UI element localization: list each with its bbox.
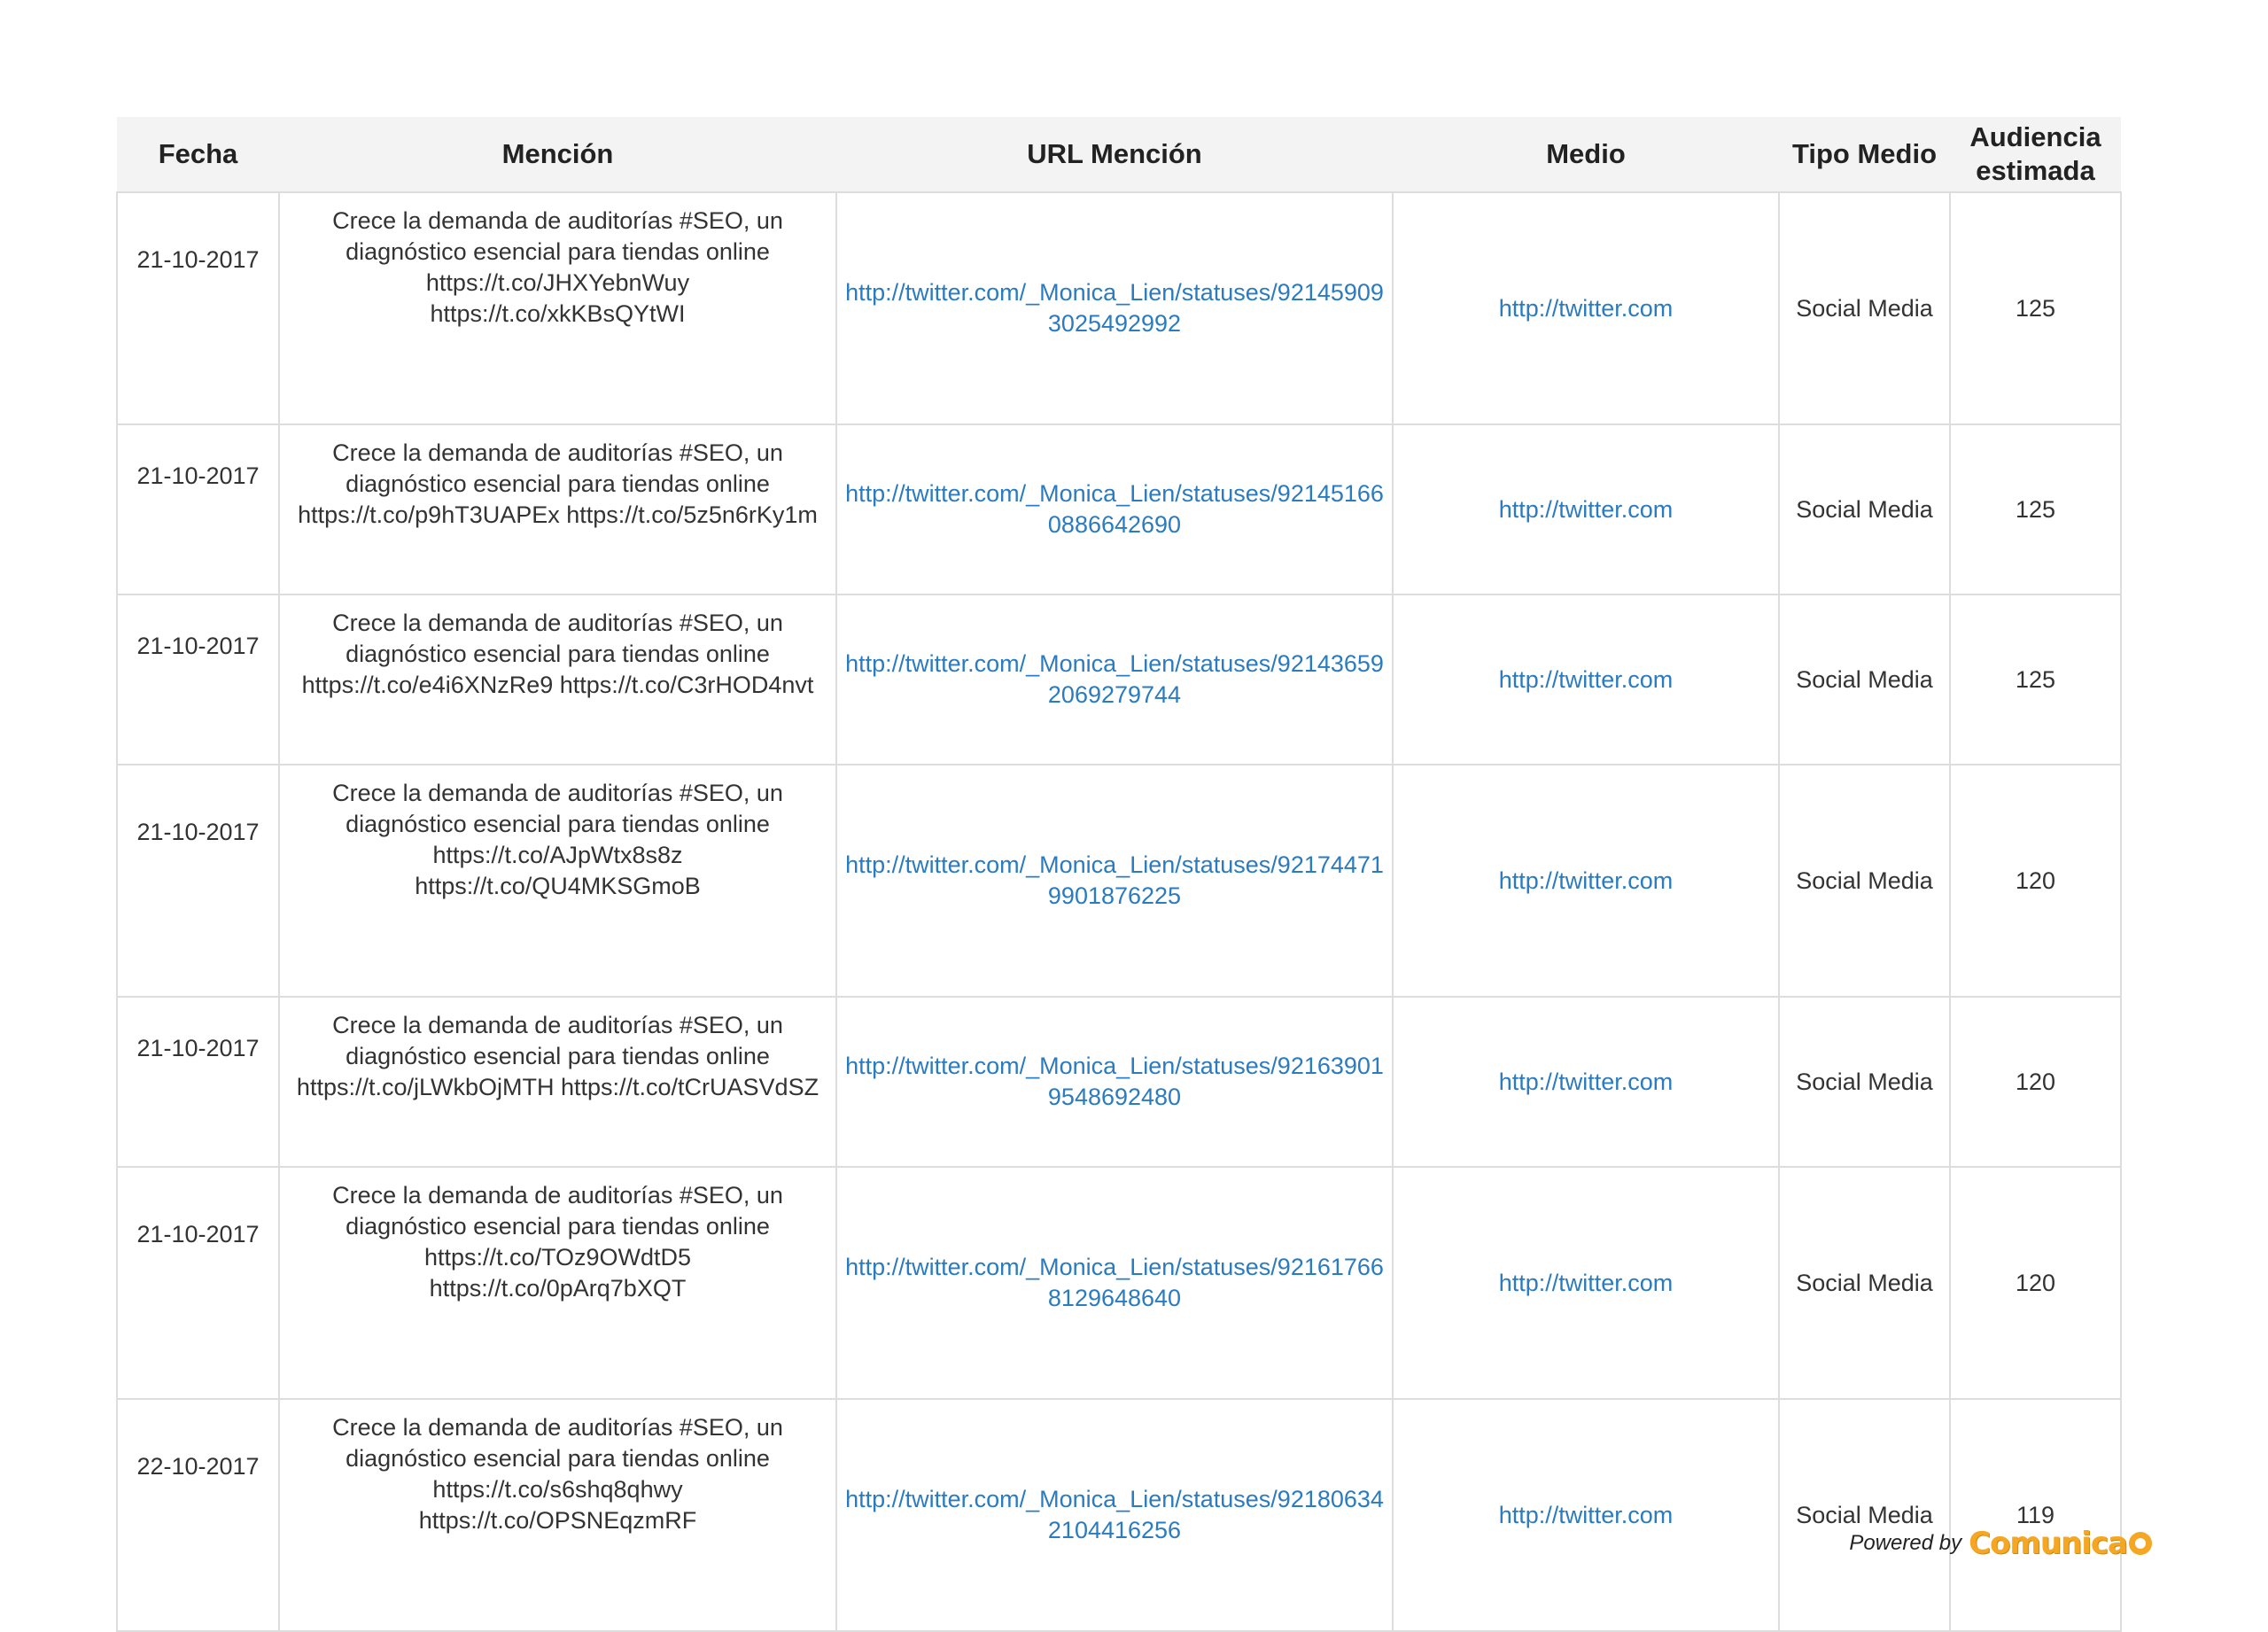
audiencia-header-line-2: estimada — [1976, 155, 2095, 186]
audiencia-header-line-1: Audiencia — [1969, 121, 2101, 152]
mention-url-link[interactable]: http://twitter.com/_Monica_Lien/statuses/921639019548692480 — [845, 1053, 1384, 1110]
cell-fecha: 21-10-2017 — [117, 997, 279, 1167]
mention-url-link[interactable]: http://twitter.com/_Monica_Lien/statuses/921744719901876225 — [845, 851, 1384, 909]
cell-url-mencion — [836, 424, 1393, 595]
mention-url-link[interactable]: http://twitter.com/_Monica_Lien/statuses/921451660886642690 — [845, 480, 1384, 538]
table-row — [117, 765, 2121, 997]
cell-mencion — [279, 595, 836, 765]
mention-text-line: https://t.co/e4i6XNzRe9 https://t.co/C3rHOD4nvt — [301, 672, 814, 698]
mentions-table — [116, 117, 2122, 1632]
mention-text-line: diagnóstico esencial para tiendas online — [346, 811, 770, 837]
table-row — [117, 595, 2121, 765]
medio-link[interactable]: http://twitter.com — [1498, 1501, 1674, 1528]
medio-link[interactable]: http://twitter.com — [1498, 665, 1674, 693]
mention-text-line: diagnóstico esencial para tiendas online — [346, 1043, 770, 1069]
mention-text-line: https://t.co/OPSNEqzmRF — [418, 1507, 697, 1534]
cell-mencion — [279, 1167, 836, 1399]
cell-tipo-medio: Social Media — [1779, 424, 1950, 595]
mention-text-line: Crece la demanda de auditorías #SEO, un — [332, 207, 783, 234]
mention-text-line: diagnóstico esencial para tiendas online — [346, 1213, 770, 1240]
cell-url-mencion — [836, 765, 1393, 997]
mention-text-line: https://t.co/s6shq8qhwy — [432, 1476, 683, 1503]
mention-text-line: diagnóstico esencial para tiendas online — [346, 1445, 770, 1472]
comunica-logo — [1969, 1526, 2152, 1561]
cell-mencion — [279, 997, 836, 1167]
cell-medio — [1393, 192, 1779, 424]
mention-text-line: Crece la demanda de auditorías #SEO, un — [332, 1012, 783, 1038]
table-header — [117, 117, 2121, 192]
mention-text-line: https://t.co/jLWkbOjMTH https://t.co/tCrUASVdSZ — [296, 1074, 819, 1100]
logo-dot-icon — [2129, 1532, 2152, 1555]
mention-url-link[interactable]: http://twitter.com/_Monica_Lien/statuses/921436592069279744 — [845, 650, 1384, 708]
cell-audiencia: 120 — [1950, 1167, 2121, 1399]
mention-text-line: https://t.co/JHXYebnWuy — [425, 269, 690, 296]
column-header-audiencia — [1950, 117, 2121, 192]
mention-text-line: https://t.co/0pArq7bXQT — [429, 1275, 687, 1302]
column-header-medio: Medio — [1393, 117, 1779, 192]
cell-fecha: 21-10-2017 — [117, 595, 279, 765]
mention-url-link[interactable]: http://twitter.com/_Monica_Lien/statuses/921806342104416256 — [845, 1486, 1384, 1543]
cell-mencion — [279, 424, 836, 595]
table-body — [117, 192, 2121, 1631]
mention-text-line: https://t.co/p9hT3UAPEx https://t.co/5z5n6rKy1m — [298, 501, 818, 528]
cell-medio — [1393, 1399, 1779, 1631]
table-row — [117, 424, 2121, 595]
mention-text-line: Crece la demanda de auditorías #SEO, un — [332, 1182, 783, 1208]
cell-medio — [1393, 595, 1779, 765]
mentions-table-container — [116, 117, 2120, 1632]
cell-fecha: 21-10-2017 — [117, 1167, 279, 1399]
cell-fecha: 21-10-2017 — [117, 192, 279, 424]
mention-text-line: https://t.co/AJpWtx8s8z — [432, 842, 683, 868]
logo-text: Comunica — [1969, 1526, 2127, 1561]
column-header-fecha: Fecha — [117, 117, 279, 192]
table-row — [117, 1167, 2121, 1399]
mention-url-link[interactable]: http://twitter.com/_Monica_Lien/statuses/921617668129648640 — [845, 1254, 1384, 1311]
cell-tipo-medio: Social Media — [1779, 595, 1950, 765]
cell-url-mencion — [836, 1399, 1393, 1631]
medio-link[interactable]: http://twitter.com — [1498, 294, 1674, 322]
cell-medio — [1393, 997, 1779, 1167]
cell-medio — [1393, 424, 1779, 595]
footer-branding — [1849, 1526, 2152, 1561]
mention-text-line: Crece la demanda de auditorías #SEO, un — [332, 610, 783, 636]
mention-text-line: diagnóstico esencial para tiendas online — [346, 470, 770, 497]
cell-audiencia: 120 — [1950, 765, 2121, 997]
cell-audiencia: 120 — [1950, 997, 2121, 1167]
cell-url-mencion — [836, 595, 1393, 765]
mention-text-line: Crece la demanda de auditorías #SEO, un — [332, 1414, 783, 1441]
cell-mencion — [279, 1399, 836, 1631]
powered-by-label: Powered by — [1849, 1531, 1962, 1555]
mention-text-line: Crece la demanda de auditorías #SEO, un — [332, 439, 783, 466]
cell-audiencia: 125 — [1950, 192, 2121, 424]
table-row — [117, 997, 2121, 1167]
column-header-tipo-medio: Tipo Medio — [1779, 117, 1950, 192]
mention-text-line: https://t.co/QU4MKSGmoB — [415, 873, 701, 899]
cell-audiencia: 125 — [1950, 424, 2121, 595]
cell-url-mencion — [836, 1167, 1393, 1399]
mention-text-line: https://t.co/TOz9OWdtD5 — [423, 1244, 692, 1271]
mention-text-line: diagnóstico esencial para tiendas online — [346, 641, 770, 667]
medio-link[interactable]: http://twitter.com — [1498, 1269, 1674, 1296]
column-header-mencion: Mención — [279, 117, 836, 192]
cell-tipo-medio: Social Media — [1779, 1399, 1950, 1631]
cell-medio — [1393, 1167, 1779, 1399]
cell-mencion — [279, 192, 836, 424]
cell-tipo-medio: Social Media — [1779, 1167, 1950, 1399]
cell-tipo-medio: Social Media — [1779, 765, 1950, 997]
cell-medio — [1393, 765, 1779, 997]
cell-mencion — [279, 765, 836, 997]
table-row — [117, 1399, 2121, 1631]
mention-text-line: Crece la demanda de auditorías #SEO, un — [332, 780, 783, 806]
column-header-url-mencion: URL Mención — [836, 117, 1393, 192]
medio-link[interactable]: http://twitter.com — [1498, 867, 1674, 894]
cell-audiencia: 125 — [1950, 595, 2121, 765]
cell-fecha: 22-10-2017 — [117, 1399, 279, 1631]
medio-link[interactable]: http://twitter.com — [1498, 495, 1674, 523]
cell-tipo-medio: Social Media — [1779, 192, 1950, 424]
cell-url-mencion — [836, 997, 1393, 1167]
mention-url-link[interactable]: http://twitter.com/_Monica_Lien/statuses/921459093025492992 — [845, 279, 1384, 337]
cell-tipo-medio: Social Media — [1779, 997, 1950, 1167]
table-row — [117, 192, 2121, 424]
cell-fecha: 21-10-2017 — [117, 765, 279, 997]
cell-url-mencion — [836, 192, 1393, 424]
mention-text-line: diagnóstico esencial para tiendas online — [346, 238, 770, 265]
mention-text-line: https://t.co/xkKBsQYtWI — [430, 300, 686, 327]
medio-link[interactable]: http://twitter.com — [1498, 1068, 1674, 1095]
cell-audiencia: 119 — [1950, 1399, 2121, 1631]
cell-fecha: 21-10-2017 — [117, 424, 279, 595]
